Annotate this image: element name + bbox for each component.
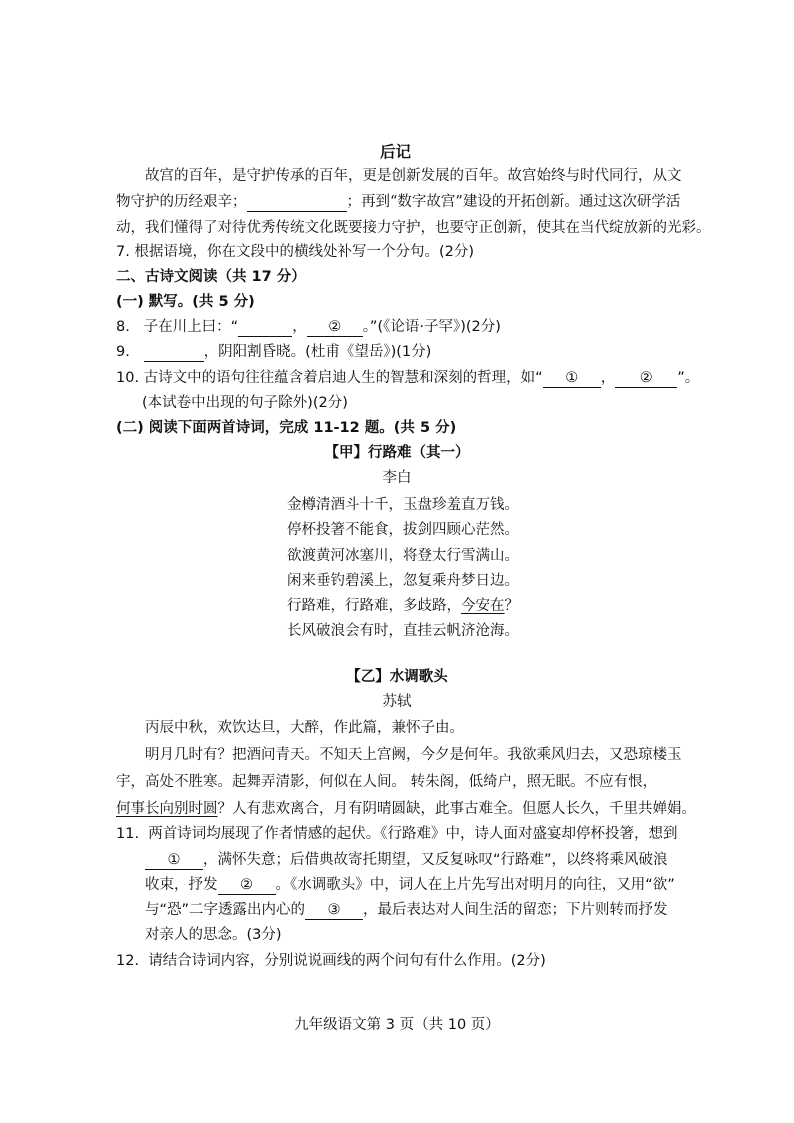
q11-text-1: 两首诗词均展现了作者情感的起伏。《行路难》中，诗人面对盛宴却停杯投箸，想到 xyxy=(148,826,678,842)
q10-text-end: ”。 xyxy=(677,370,700,386)
poem-2-line-3 xyxy=(116,797,696,818)
poem-1-title-row xyxy=(0,441,794,462)
poem-1-line-5 xyxy=(287,594,519,615)
poem-2-line-1: 明月几时有？把酒问青天。不知天上宫阙，今夕是何年。我欲乘风归去，又恐琼楼玉 xyxy=(145,747,682,763)
q11-blank-2 xyxy=(218,878,276,895)
question-10: 10. 古诗文中的语句往往蕴含着启迪人生的智慧和深刻的哲理，如“ ① ， ② ”。 xyxy=(116,370,700,386)
q11-text-2: ，满怀失意；后借典故寄托期望，又反复咏叹“行路难”，以终将乘风破浪 xyxy=(203,852,668,868)
poem-2-underlined-question: 何事长向别时圆 xyxy=(116,801,218,817)
question-11-line-4 xyxy=(145,898,668,920)
poem-2-title: 【乙】水调歌头 xyxy=(346,669,448,685)
q9-number: 9. xyxy=(116,344,130,360)
footer-row xyxy=(0,1013,794,1034)
afterword-line-2b: ；再到“数字故宫”建设的开拓创新。通过这次研学活 xyxy=(346,194,681,210)
poem-1-author-row xyxy=(0,466,794,487)
q11-blank-1 xyxy=(145,853,203,870)
q11-number: 11. xyxy=(116,826,140,842)
poem-2-preface: 丙辰中秋，欢饮达旦，大醉，作此篇，兼怀子由。 xyxy=(145,720,464,736)
page-footer: 九年级语文第 3 页（共 10 页） xyxy=(294,1017,500,1033)
section-2-heading: 二、古诗文阅读（共 17 分） xyxy=(116,269,306,285)
part-1-heading: (一) 默写。(共 5 分) xyxy=(116,294,255,310)
question-11-line-3 xyxy=(145,873,675,895)
q11-mark-3: ③ xyxy=(327,902,341,918)
afterword-line-2a: 物守护的历经艰辛； xyxy=(116,194,247,210)
question-12 xyxy=(116,949,546,970)
poem-1-line-5a: 行路难，行路难，多歧路， xyxy=(287,598,461,614)
question-11-line-1 xyxy=(116,822,678,843)
poem-1-line-5b: ？ xyxy=(504,598,519,614)
q10-blank-2 xyxy=(615,371,677,388)
poem-1-line-6: 长风破浪会有时，直挂云帆济沧海。 xyxy=(287,623,519,639)
q10-mark-1: ① xyxy=(565,370,579,386)
q10-line-2: (本试卷中出现的句子除外)(2分) xyxy=(142,395,348,411)
poem-2-line-3b: ？人有悲欢离合，月有阴晴圆缺，此事古难全。但愿人长久，千里共婵娟。 xyxy=(217,801,696,817)
q9-text: ，阴阳割昏晓。(杜甫《望岳》)(1分) xyxy=(203,344,432,360)
poem-1-line-4: 闲来垂钓碧溪上，忽复乘舟梦日边。 xyxy=(287,573,519,589)
poem-2-author-row xyxy=(0,690,794,711)
q11-mark-1: ① xyxy=(167,852,181,868)
q11-text-4b: ，最后表达对人间生活的留恋；下片则转而抒发 xyxy=(363,902,668,918)
q8-blank-1 xyxy=(238,320,292,337)
poem-2-line-2: 宇，高处不胜寒。起舞弄清影，何似在人间。 转朱阁，低绮户，照无眠。不应有恨， xyxy=(116,774,658,790)
q11-mark-2: ② xyxy=(240,877,253,893)
q8-number: 8. xyxy=(116,319,130,335)
q7-answer-blank xyxy=(247,195,347,212)
afterword-title: 后记 xyxy=(380,143,412,161)
q12-text: 请结合诗词内容，分别说说画线的两个问句有什么作用。(2分) xyxy=(148,953,546,969)
poem-1-line-1: 金樽清酒斗十千，玉盘珍羞直万钱。 xyxy=(287,497,519,513)
poem-1-line-3: 欲渡黄河冰塞川，将登太行雪满山。 xyxy=(287,548,519,564)
poem-1-line-2: 停杯投箸不能食，拔剑四顾心茫然。 xyxy=(287,522,519,538)
poem-1-underlined-question: 今安在 xyxy=(461,598,505,614)
afterword-line-1: 故宫的百年，是守护传承的百年，更是创新发展的百年。故宫始终与时代同行，从文 xyxy=(145,168,682,184)
poem-2-title-row xyxy=(0,665,794,686)
q8-mark-2: ② xyxy=(328,319,342,335)
q11-text-4a: 与“恐”二字透露出内心的 xyxy=(145,902,306,918)
q11-blank-3 xyxy=(305,903,363,920)
question-9 xyxy=(116,340,431,362)
q10-text-a: 古诗文中的语句往往蕴含着启迪人生的智慧和深刻的哲理，如“ xyxy=(143,370,543,386)
q8-text-a: 子在川上曰：“ xyxy=(143,319,239,335)
poem-2-author: 苏轼 xyxy=(382,694,412,710)
q8-text-b: 。”(《论语·子罕》)(2分) xyxy=(362,319,501,335)
question-7: 7. 根据语境，你在文段中的横线处补写一个分句。(2分) xyxy=(116,244,474,260)
question-11-line-5: 对亲人的思念。(3分) xyxy=(145,927,282,943)
q10-mark-2: ② xyxy=(639,370,653,386)
question-11-line-2 xyxy=(145,848,668,870)
q12-number: 12. xyxy=(116,953,140,969)
question-8: 8. 子在川上曰：“ ， ② 。”(《论语·子罕》)(2分) xyxy=(116,319,501,335)
part-2-heading: (二) 阅读下面两首诗词，完成 11-12 题。(共 5 分) xyxy=(116,420,457,436)
poem-1-title: 【甲】行路难（其一） xyxy=(324,445,470,461)
afterword-line-3: 动，我们懂得了对待优秀传统文化既要接力守护，也要守正创新，使其在当代绽放新的光彩。 xyxy=(116,220,711,236)
q8-blank-2 xyxy=(307,320,363,337)
q9-blank xyxy=(144,345,204,362)
q10-blank-1 xyxy=(543,371,601,388)
q11-text-3b: 。《水调歌头》中，词人在上片先写出对明月的向往，又用“欲” xyxy=(275,877,675,893)
q11-text-3a: 收束，抒发 xyxy=(145,877,218,893)
afterword-line-2 xyxy=(116,190,680,212)
q10-number: 10. xyxy=(116,370,140,386)
poem-1-author: 李白 xyxy=(382,470,412,486)
